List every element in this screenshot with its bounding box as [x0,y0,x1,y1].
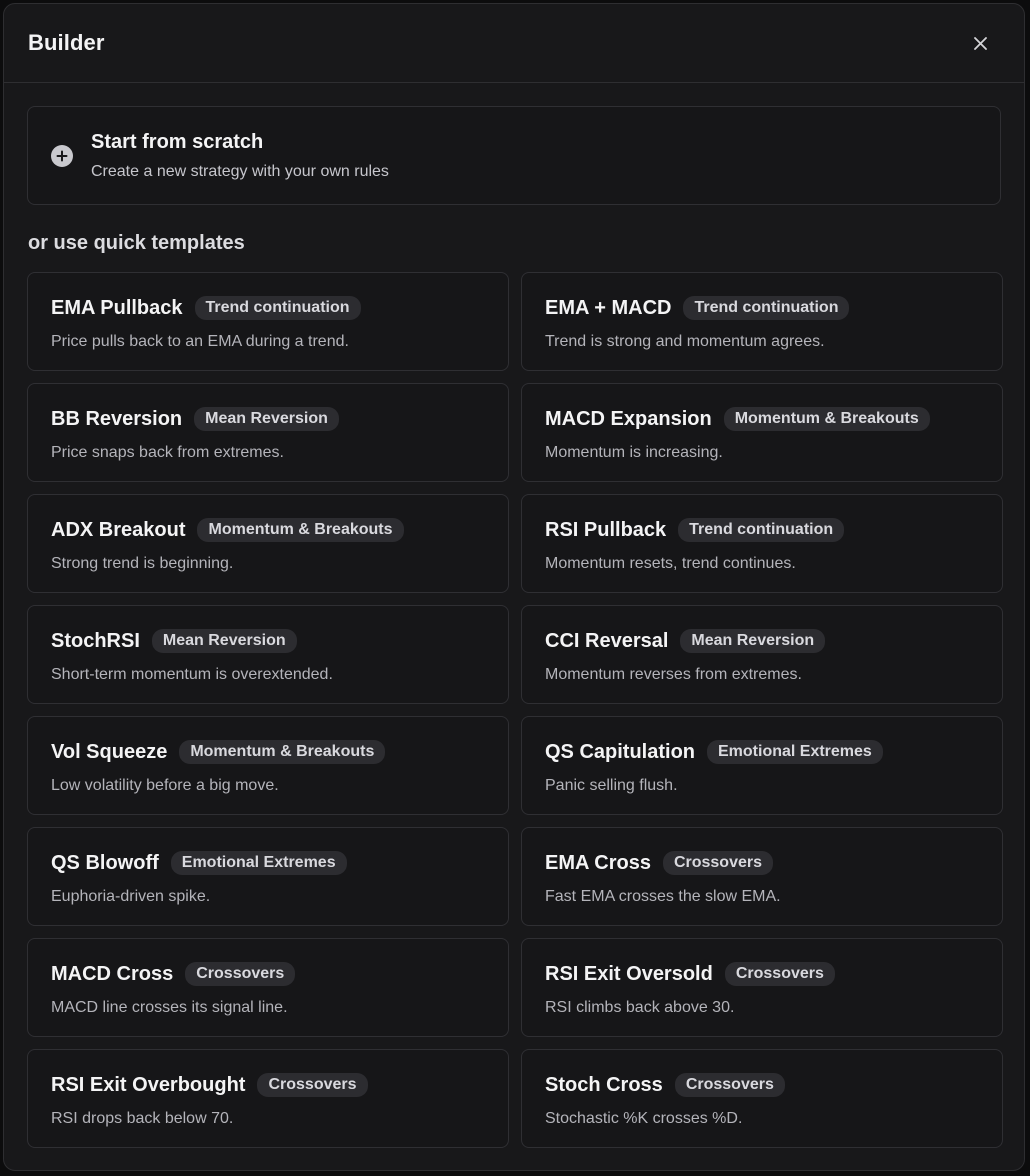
template-description: Momentum is increasing. [545,444,723,461]
template-category-badge: Trend continuation [195,296,361,320]
template-name: RSI Exit Oversold [545,962,713,985]
template-category-badge: Trend continuation [678,518,844,542]
template-category-badge: Momentum & Breakouts [197,518,403,542]
template-card[interactable] [521,605,1003,704]
template-description: Price pulls back to an EMA during a trend. [51,333,349,350]
close-button[interactable] [966,29,994,57]
template-description: Panic selling flush. [545,777,678,794]
template-card[interactable] [27,716,509,815]
template-name: Vol Squeeze [51,740,168,763]
template-description: Strong trend is beginning. [51,555,234,572]
close-icon [974,37,987,50]
template-description: Momentum reverses from extremes. [545,666,802,683]
template-description: RSI climbs back above 30. [545,999,735,1016]
template-name: ADX Breakout [51,518,186,541]
template-description: Stochastic %K crosses %D. [545,1110,743,1127]
template-description: Euphoria-driven spike. [51,888,211,905]
template-name: BB Reversion [51,407,183,430]
template-card[interactable] [521,1049,1003,1148]
template-name: EMA Cross [545,851,651,874]
scratch-title: Start from scratch [91,130,264,153]
modal-header [4,4,1024,83]
template-card[interactable] [521,494,1003,593]
template-card[interactable] [521,938,1003,1037]
template-category-badge: Crossovers [725,962,835,986]
template-card[interactable] [27,827,509,926]
template-header [545,739,1002,765]
scratch-text [91,131,389,181]
template-name: StochRSI [51,629,140,652]
template-category-badge: Mean Reversion [194,407,339,431]
template-header [545,628,1002,654]
template-header [51,628,508,654]
modal-body [4,83,1024,1148]
template-card[interactable] [27,605,509,704]
template-category-badge: Crossovers [663,851,773,875]
template-description: Momentum resets, trend continues. [545,555,796,572]
template-name: QS Blowoff [51,851,159,874]
template-card[interactable] [521,716,1003,815]
template-category-badge: Crossovers [185,962,295,986]
template-header [51,1072,508,1098]
template-name: MACD Cross [51,962,174,985]
template-description: RSI drops back below 70. [51,1110,234,1127]
template-category-badge: Emotional Extremes [707,740,883,764]
template-name: RSI Pullback [545,518,667,541]
template-card[interactable] [27,272,509,371]
template-category-badge: Mean Reversion [680,629,825,653]
template-description: Price snaps back from extremes. [51,444,284,461]
template-card[interactable] [27,494,509,593]
template-header [545,1072,1002,1098]
template-header [545,961,1002,987]
template-header [51,850,508,876]
template-card[interactable] [521,272,1003,371]
template-category-badge: Momentum & Breakouts [179,740,385,764]
modal-title: Builder [28,30,105,55]
template-header [51,961,508,987]
template-category-badge: Emotional Extremes [171,851,347,875]
template-name: QS Capitulation [545,740,695,763]
template-card[interactable] [521,827,1003,926]
template-header [51,517,508,543]
template-card[interactable] [27,383,509,482]
template-name: CCI Reversal [545,629,669,652]
template-category-badge: Momentum & Breakouts [724,407,930,431]
template-category-badge: Crossovers [675,1073,785,1097]
template-header [51,406,508,432]
template-card[interactable] [521,383,1003,482]
template-category-badge: Mean Reversion [152,629,297,653]
template-category-badge: Trend continuation [683,296,849,320]
template-description: Low volatility before a big move. [51,777,279,794]
template-description: MACD line crosses its signal line. [51,999,288,1016]
template-description: Trend is strong and momentum agrees. [545,333,825,350]
builder-modal [3,3,1025,1171]
scratch-subtitle: Create a new strategy with your own rules [91,162,389,180]
templates-grid [27,272,1001,1148]
template-name: Stoch Cross [545,1073,663,1096]
template-header [545,295,1002,321]
template-name: EMA Pullback [51,296,183,319]
template-name: RSI Exit Overbought [51,1073,246,1096]
template-header [545,850,1002,876]
template-header [545,517,1002,543]
template-description: Fast EMA crosses the slow EMA. [545,888,781,905]
template-card[interactable] [27,1049,509,1148]
plus-circle-icon [51,145,73,167]
template-name: MACD Expansion [545,407,712,430]
template-header [545,406,1002,432]
template-header [51,295,508,321]
template-description: Short-term momentum is overextended. [51,666,333,683]
start-from-scratch-button[interactable] [27,106,1001,205]
template-header [51,739,508,765]
template-card[interactable] [27,938,509,1037]
template-category-badge: Crossovers [257,1073,367,1097]
template-name: EMA + MACD [545,296,672,319]
templates-section-label: or use quick templates [28,232,245,254]
